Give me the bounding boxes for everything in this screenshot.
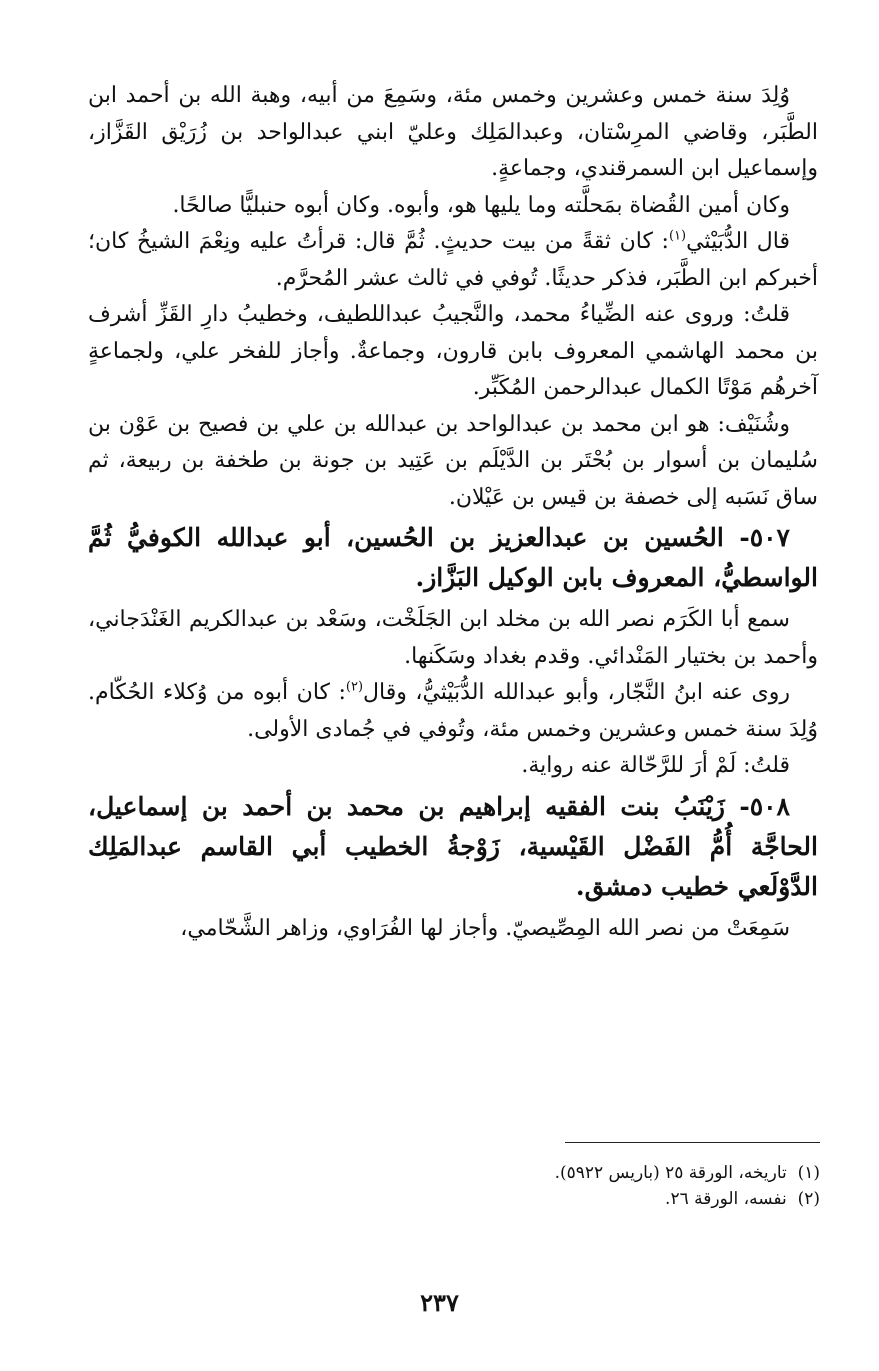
footnote-1-text: تاريخه، الورقة ٢٥ (باريس ٥٩٢٢).: [554, 1163, 787, 1183]
entry-heading-507: ٥٠٧- الحُسين بن عبدالعزيز بن الحُسين، أبو عبدالله الكوفيُّ ثُمَّ الواسطيُّ، المعروف بابن الوكيل البَزَّاز.: [88, 523, 818, 592]
footnote-1-marker: (١): [797, 1163, 820, 1183]
paragraph-3-end: : كان ثقةً من بيت حديثٍ. ثُمَّ قال: قرأتُ عليه ونِعْمَ الشيخُ كان؛ أخبركم ابن الطَّبَر، فذكر حديثًا. تُوفي في ثالث عشر المُحرَّم.: [88, 229, 818, 291]
paragraph-2: وكان أمين القُضاة بمَحلَّته وما يليها هو، وأبوه. وكان أبوه حنبليًّا صالحًا.: [172, 192, 790, 218]
paragraph-3: [88, 224, 818, 297]
paragraph-4: قلتُ: وروى عنه الضِّياءُ محمد، والنَّجيبُ عبداللطيف، وخطيبُ دارِ القَزِّ أشرف بن محمد الهاشمي المعروف بابن قارون، وجماعةٌ. وأجاز للفخر علي، ولجماعةٍ آخرهُم مَوْتًا الكمال عبدالرحمن المُكَبِّر.: [88, 302, 818, 400]
footnotes: [300, 1160, 820, 1212]
paragraph-3-start: قال الدُّبَيْثي: [686, 229, 790, 254]
footnote-2-text: نفسه، الورقة ٢٦.: [665, 1189, 787, 1209]
footnote-2-marker: (٢): [797, 1189, 820, 1209]
paragraph-8: قلتُ: لَمْ أرَ للرَّحّالة عنه رواية.: [521, 753, 790, 778]
paragraph-1: وُلِدَ سنة خمس وعشرين وخمس مئة، وسَمِعَ من أبيه، وهبة الله بن أحمد ابن الطَّبَر، وقاضي المرِسْتان، وعبدالمَلِك وعليّ ابني عبدالواحد بن زُرَيْق القَزَّاز، وإسماعيل ابن السمرقندي، وجماعةٍ.: [88, 83, 818, 181]
footnote-separator: [565, 1142, 820, 1143]
paragraph-7-start: روى عنه ابنُ النَّجّار، وأبو عبدالله الدُّبَيْثيُّ، وقال: [363, 680, 790, 705]
paragraph-6: سمع أبا الكَرَم نصر الله بن مخلد ابن الجَلَخْت، وسَعْد بن عبدالكريم الغَنْدَجاني، وأحمد بن بختيار المَنْدائي. وقدم بغداد وسَكَنها.: [88, 607, 818, 669]
footnote-1: [300, 1160, 820, 1186]
page-number: ٢٣٧: [420, 1288, 459, 1317]
footnote-ref-2: (٢): [345, 679, 364, 695]
footnote-2: [300, 1186, 820, 1212]
paragraph-5: وشُنَيْف: هو ابن محمد بن عبدالواحد بن عبدالله بن علي بن فصيح بن عَوْن بن سُليمان بن أسوار بن بُحْتَر بن الدَّيْلَم بن عَتِيد بن جونة بن طخفة بن ربيعة، ثم ساق نَسَبه إلى خصفة بن قيس بن عَيْلان.: [88, 411, 818, 510]
paragraph-7: [88, 675, 818, 748]
paragraph-9: سَمِعَتْ من نصر الله المِصِّيصيّ. وأجاز لها الفُرَاوي، وزاهر الشَّحّامي،: [180, 915, 790, 941]
paragraph-7-end: : كان أبوه من وُكلاء الحُكّام. وُلِدَ سنة خمس وعشرين وخمس مئة، وتُوفي في جُمادى الأولى.: [88, 680, 818, 742]
entry-heading-508: ٥٠٨- زَيْنَبُ بنت الفقيه إبراهيم بن محمد بن أحمد بن إسماعيل، الحاجَّة أُمُّ الفَضْل القَيْسية، زَوْجةُ الخطيب أبي القاسم عبدالمَلِك الدَّوْلَعي خطيب دمشق.: [88, 791, 818, 901]
main-text: [88, 78, 818, 947]
footnote-ref-1: (١): [668, 228, 687, 244]
